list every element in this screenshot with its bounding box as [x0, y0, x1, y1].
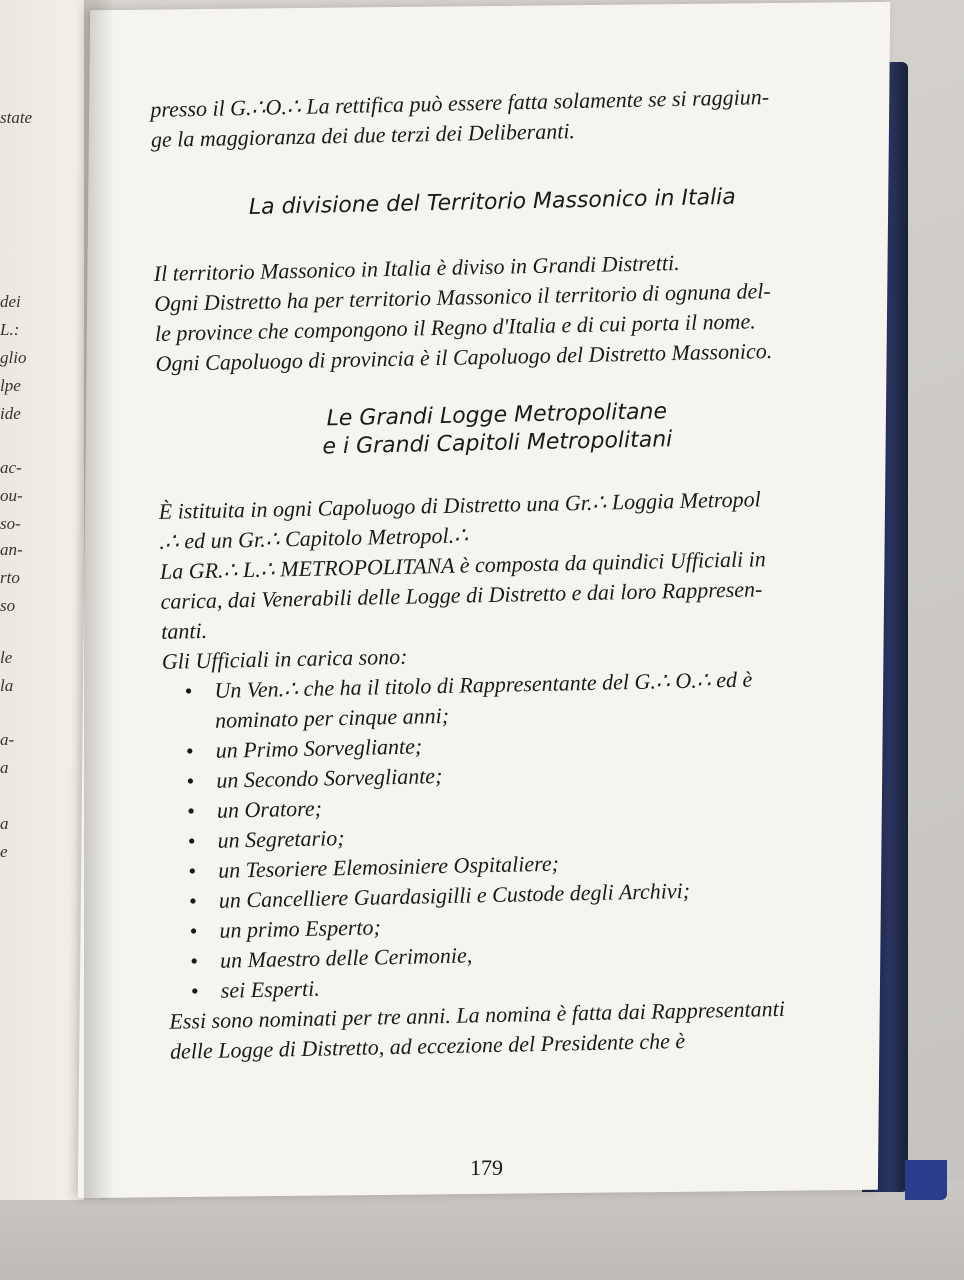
- bullet-icon: •: [189, 918, 198, 944]
- bullet-icon: •: [189, 948, 199, 974]
- bullet-icon: •: [186, 768, 195, 794]
- list-item: • un Primo Sorvegliante;: [185, 723, 843, 767]
- bullet-icon: •: [185, 738, 194, 764]
- body-line: È istituita in ogni Capoluogo di Distretto una Gr.∴ Loggia Metropol: [158, 486, 761, 524]
- left-page-fragment: glio: [0, 348, 27, 367]
- bullet-icon: •: [184, 678, 193, 704]
- section-heading-territory: La divisione del Territorio Massonico in Italia: [248, 184, 737, 220]
- list-item: • un Maestro delle Cerimonie,: [190, 933, 848, 977]
- body-line: La GR.∴ L.∴ METROPOLITANA è composta da quindici Ufficiali in: [159, 546, 767, 584]
- list-item: • un Cancelliere Guardasigilli e Custode degli Archivi;: [189, 873, 847, 917]
- bullet-icon: •: [186, 798, 195, 824]
- bullet-icon: •: [188, 888, 197, 914]
- bullet-icon: •: [190, 978, 199, 1004]
- closing-line: delle Logge di Distretto, ad eccezione del Presidente che è: [169, 1028, 686, 1064]
- body-line: .∴ ed un Gr.∴ Capitolo Metropol.∴: [159, 522, 469, 554]
- list-item: • un Secondo Sorvegliante;: [186, 753, 844, 797]
- closing-line: Essi sono nominati per tre anni. La nomina è fatta dai Rappresentanti: [169, 995, 786, 1034]
- section-heading-logge: [157, 395, 838, 465]
- page-number: 179: [470, 1155, 503, 1180]
- heading-line: Le Grandi Logge Metropolitane: [326, 399, 668, 432]
- left-page-fragment: rto: [0, 568, 20, 587]
- left-page-fragment: state: [0, 108, 33, 127]
- left-page-fragment: e: [0, 842, 8, 861]
- bullet-icon: •: [187, 858, 197, 884]
- intro-line: ge la maggioranza dei due terzi dei Deliberanti.: [150, 118, 576, 152]
- left-page-fragment: la: [0, 676, 14, 695]
- left-page-fragment: ac-: [0, 458, 22, 477]
- body-line: tanti.: [160, 617, 208, 644]
- list-item: • un Oratore;: [187, 783, 845, 827]
- left-page-fragment: so-: [0, 514, 21, 533]
- left-page-fragment: L.:: [0, 320, 20, 339]
- left-page-fragment: ou-: [0, 486, 23, 505]
- bullet-icon: •: [187, 828, 196, 854]
- officials-intro: Gli Ufficiali in carica sono:: [161, 643, 408, 674]
- list-item: • un Segretario;: [187, 813, 845, 857]
- body-line: carica, dai Venerabili delle Logge di Distretto e dai loro Rappresen-: [160, 576, 763, 614]
- territory-line: Ogni Distretto ha per territorio Massonico il territorio di ognuna del-: [154, 278, 771, 316]
- left-page-fragment: le: [0, 648, 13, 667]
- officials-list: [162, 663, 849, 1007]
- intro-line: presso il G.∴O.∴ La rettifica può essere fatta solamente se si raggiun-: [150, 84, 770, 122]
- territory-line: le province che compongono il Regno d'Italia e di cui porta il nome.: [154, 308, 756, 346]
- left-page-fragment: so: [0, 596, 16, 615]
- left-page-fragment: a-: [0, 730, 15, 749]
- list-item: • Un Ven.∴ che ha il titolo di Rappresentante del G.∴ O.∴ ed è: [184, 663, 842, 707]
- book-cover-corner: [905, 1160, 947, 1200]
- left-page-fragment: lpe: [0, 376, 21, 395]
- left-page-fragment: a: [0, 814, 9, 833]
- list-item: • sei Esperti.: [190, 963, 848, 1007]
- heading-line: e i Grandi Capitoli Metropolitani: [322, 427, 673, 460]
- list-item-continuation: nominato per cinque anni;: [214, 702, 450, 733]
- left-page-fragment: ide: [0, 404, 21, 423]
- left-page-fragment: dei: [0, 292, 21, 311]
- left-page-fragment: a: [0, 758, 9, 777]
- left-page-fragment: an-: [0, 540, 23, 559]
- territory-line: Ogni Capoluogo di provincia è il Capoluogo del Distretto Massonico.: [155, 338, 773, 376]
- page-content: [150, 81, 850, 1067]
- list-item: • un Tesoriere Elemosiniere Ospitaliere;: [188, 843, 846, 887]
- gutter-shadow: [84, 0, 114, 1200]
- list-item: • un primo Esperto;: [189, 903, 847, 947]
- territory-line: Il territorio Massonico in Italia è diviso in Grandi Distretti.: [153, 249, 680, 286]
